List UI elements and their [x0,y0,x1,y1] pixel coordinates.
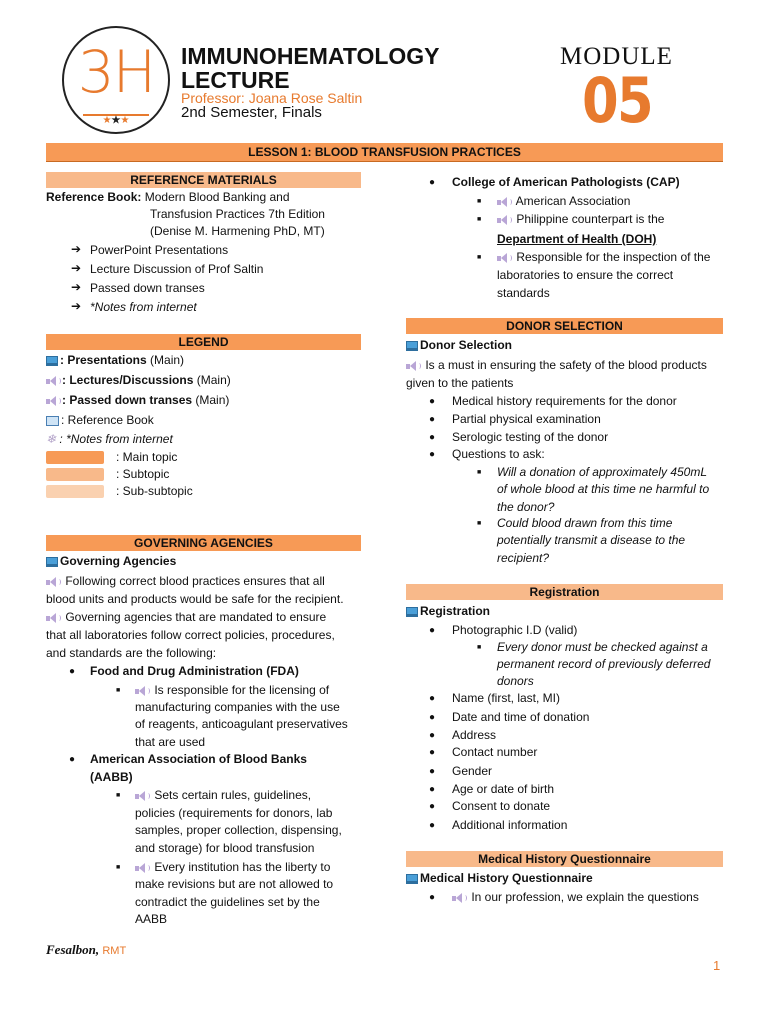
registration-item: Consent to donate [452,799,551,813]
speaker-icon [497,197,511,207]
sub-subtopic-swatch [46,485,104,498]
donor-question-2-cont: recipient? [497,551,550,565]
agency-aabb: American Association of Blood Banks [90,752,307,766]
cap-item-1: American Association [497,194,630,209]
computer-icon [46,356,58,366]
legend-transes: : Passed down transes (Main) [46,393,229,408]
bullet-icon: ● [429,784,436,795]
subtopic-swatch [46,468,104,481]
speaker-icon [406,361,420,371]
reference-heading: REFERENCE MATERIALS [46,172,361,188]
logo-text: 3H [77,38,155,106]
module-number: 05 [582,64,652,137]
fda-description-cont: manufacturing companies with the use [135,700,340,714]
legend-presentations: : Presentations (Main) [46,353,184,368]
module-label: MODULE [560,43,673,70]
cap-item-3-cont: standards [497,286,550,300]
donor-question-1-cont: the donor? [497,500,555,514]
donor-heading: DONOR SELECTION [406,318,723,334]
computer-icon [406,607,418,617]
governing-heading: GOVERNING AGENCIES [46,535,361,551]
logo-stars-icon: ★★★ [102,115,130,126]
doh-name: Department of Health (DOH) [497,232,657,246]
donor-item: Questions to ask: [452,447,545,461]
donor-item: Partial physical examination [452,412,601,426]
registration-item: Contact number [452,745,538,759]
author-signature: Fesalbon, RMT [46,942,127,957]
square-bullet-icon: ■ [477,198,482,205]
bullet-icon: ● [429,625,436,636]
donor-question-2: Could blood drawn from this time [497,516,673,530]
governing-paragraph-2-cont: and standards are the following: [46,646,217,660]
title-line-1: IMMUNOHEMATOLOGY [181,43,440,69]
document-title [181,44,440,92]
speaker-icon [135,791,149,801]
reference-item: Lecture Discussion of Prof Saltin [90,262,264,276]
speaker-icon [452,893,466,903]
fda-description-cont: that are used [135,735,206,749]
aabb-description-1-cont: samples, proper collection, dispensing, [135,823,342,837]
registration-subheading: Registration [406,604,490,619]
reference-item: PowerPoint Presentations [90,243,229,257]
title-line-2: LECTURE [181,67,290,93]
bullet-icon: ● [429,396,436,407]
registration-item: Age or date of birth [452,782,555,796]
bullet-icon: ● [429,747,436,758]
donor-paragraph: Is a must in ensuring the safety of the blood products [406,358,707,373]
governing-paragraph-1-cont: blood units and products would be safe for the recipient. [46,592,344,606]
speaker-icon [135,863,149,873]
aabb-description-2: Every institution has the liberty to [135,860,330,875]
governing-paragraph-1: Following correct blood practices ensures that all [46,574,325,589]
cap-item-3: Responsible for the inspection of the [497,250,710,265]
reference-book-line-1: Modern Blood Banking and [144,190,290,204]
registration-item: Gender [452,764,493,778]
speaker-icon [135,686,149,696]
bullet-icon: ● [429,730,436,741]
governing-paragraph-2: Governing agencies that are mandated to ensure [46,610,326,625]
registration-item: Name (first, last, MI) [452,691,561,705]
square-bullet-icon: ■ [116,687,121,694]
reference-book-label: Reference Book: Modern Blood Banking and [46,190,290,204]
computer-icon [406,874,418,884]
cap-item-2: Philippine counterpart is the [497,212,664,227]
reference-item: Passed down transes [90,281,205,295]
registration-item: Address [452,728,497,742]
medical-heading: Medical History Questionnaire [406,851,723,867]
bullet-icon: ● [429,801,436,812]
aabb-description-1-cont: policies (requirements for donors, lab [135,806,333,820]
governing-paragraph-2-cont: that all laboratories follow correct policies, procedures, [46,628,335,642]
fda-description-cont: of reagents, anticoagulant preservatives [135,717,348,731]
speaker-icon [497,253,511,263]
bullet-icon: ● [429,177,436,188]
registration-item: Additional information [452,818,568,832]
legend-main-topic: : Main topic [116,450,178,464]
arrow-icon: ➔ [71,261,82,275]
book-icon [46,416,59,426]
bullet-icon: ● [429,766,436,777]
bullet-icon: ● [69,754,76,765]
registration-note: Every donor must be checked against a [497,640,708,654]
main-topic-swatch [46,451,104,464]
speaker-icon [46,396,60,406]
bullet-icon: ● [429,432,436,443]
donor-question-2-cont: potentially transmit a disease to the [497,533,686,547]
donor-question-1-cont: of whole blood at this time ne harmful to [497,482,710,496]
registration-note-cont: donors [497,674,534,688]
computer-icon [406,341,418,351]
aabb-description-2-cont: make revisions but are not allowed to [135,877,334,891]
donor-item: Medical history requirements for the donor [452,394,677,408]
speaker-icon [46,613,60,623]
registration-item: Date and time of donation [452,710,590,724]
arrow-icon: ➔ [71,280,82,294]
bullet-icon: ● [429,693,436,704]
square-bullet-icon: ■ [116,792,121,799]
donor-question-1: Will a donation of approximately 450mL [497,465,708,479]
medical-item: In our profession, we explain the questions [452,890,699,905]
square-bullet-icon: ■ [477,216,482,223]
legend-notes: ❄ : *Notes from internet [46,432,173,446]
reference-book-line-3: (Denise M. Harmening PhD, MT) [150,224,325,238]
donor-item: Serologic testing of the donor [452,430,609,444]
semester: 2nd Semester, Finals [181,104,322,121]
professor: Professor: Joana Rose Saltin [181,90,363,106]
bullet-icon: ● [69,666,76,677]
computer-icon [46,557,58,567]
governing-subheading: Governing Agencies [46,554,176,569]
speaker-icon [497,215,511,225]
fda-description: Is responsible for the licensing of [135,683,329,698]
registration-photo-id: Photographic I.D (valid) [452,623,578,637]
snowflake-icon: ❄ [46,432,57,446]
bullet-icon: ● [429,414,436,425]
square-bullet-icon: ■ [477,469,482,476]
page-number: 1 [713,958,721,973]
aabb-description-2-cont: contradict the guidelines set by the [135,895,320,909]
legend-reference-book: : Reference Book [46,413,154,428]
arrow-icon: ➔ [71,299,82,313]
logo [62,26,170,134]
bullet-icon: ● [429,449,436,460]
registration-heading: Registration [406,584,723,600]
legend-heading: LEGEND [46,334,361,350]
square-bullet-icon: ■ [477,520,482,527]
agency-fda: Food and Drug Administration (FDA) [90,664,299,678]
bullet-icon: ● [429,712,436,723]
aabb-description-2-cont: AABB [135,912,168,926]
agency-cap: College of American Pathologists (CAP) [452,175,680,189]
aabb-description-1: Sets certain rules, guidelines, [135,788,311,803]
registration-note-cont: permanent record of previously deferred [497,657,711,671]
speaker-icon [46,376,60,386]
square-bullet-icon: ■ [477,254,482,261]
bullet-icon: ● [429,892,436,903]
square-bullet-icon: ■ [116,864,121,871]
donor-subheading: Donor Selection [406,338,512,353]
agency-aabb-cont: (AABB) [90,770,133,784]
legend-sub-subtopic: : Sub-subtopic [116,484,193,498]
aabb-description-1-cont: and storage) for blood transfusion [135,841,315,855]
lesson-title: LESSON 1: BLOOD TRANSFUSION PRACTICES [46,143,723,162]
reference-book-line-2: Transfusion Practices 7th Edition [150,207,325,221]
legend-subtopic: : Subtopic [116,467,170,481]
reference-item: *Notes from internet [90,300,197,314]
cap-item-3-cont: laboratories to ensure the correct [497,268,674,282]
legend-lectures: : Lectures/Discussions (Main) [46,373,231,388]
arrow-icon: ➔ [71,242,82,256]
bullet-icon: ● [429,820,436,831]
donor-paragraph-cont: given to the patients [406,376,514,390]
speaker-icon [46,577,60,587]
square-bullet-icon: ■ [477,644,482,651]
medical-subheading: Medical History Questionnaire [406,871,593,886]
